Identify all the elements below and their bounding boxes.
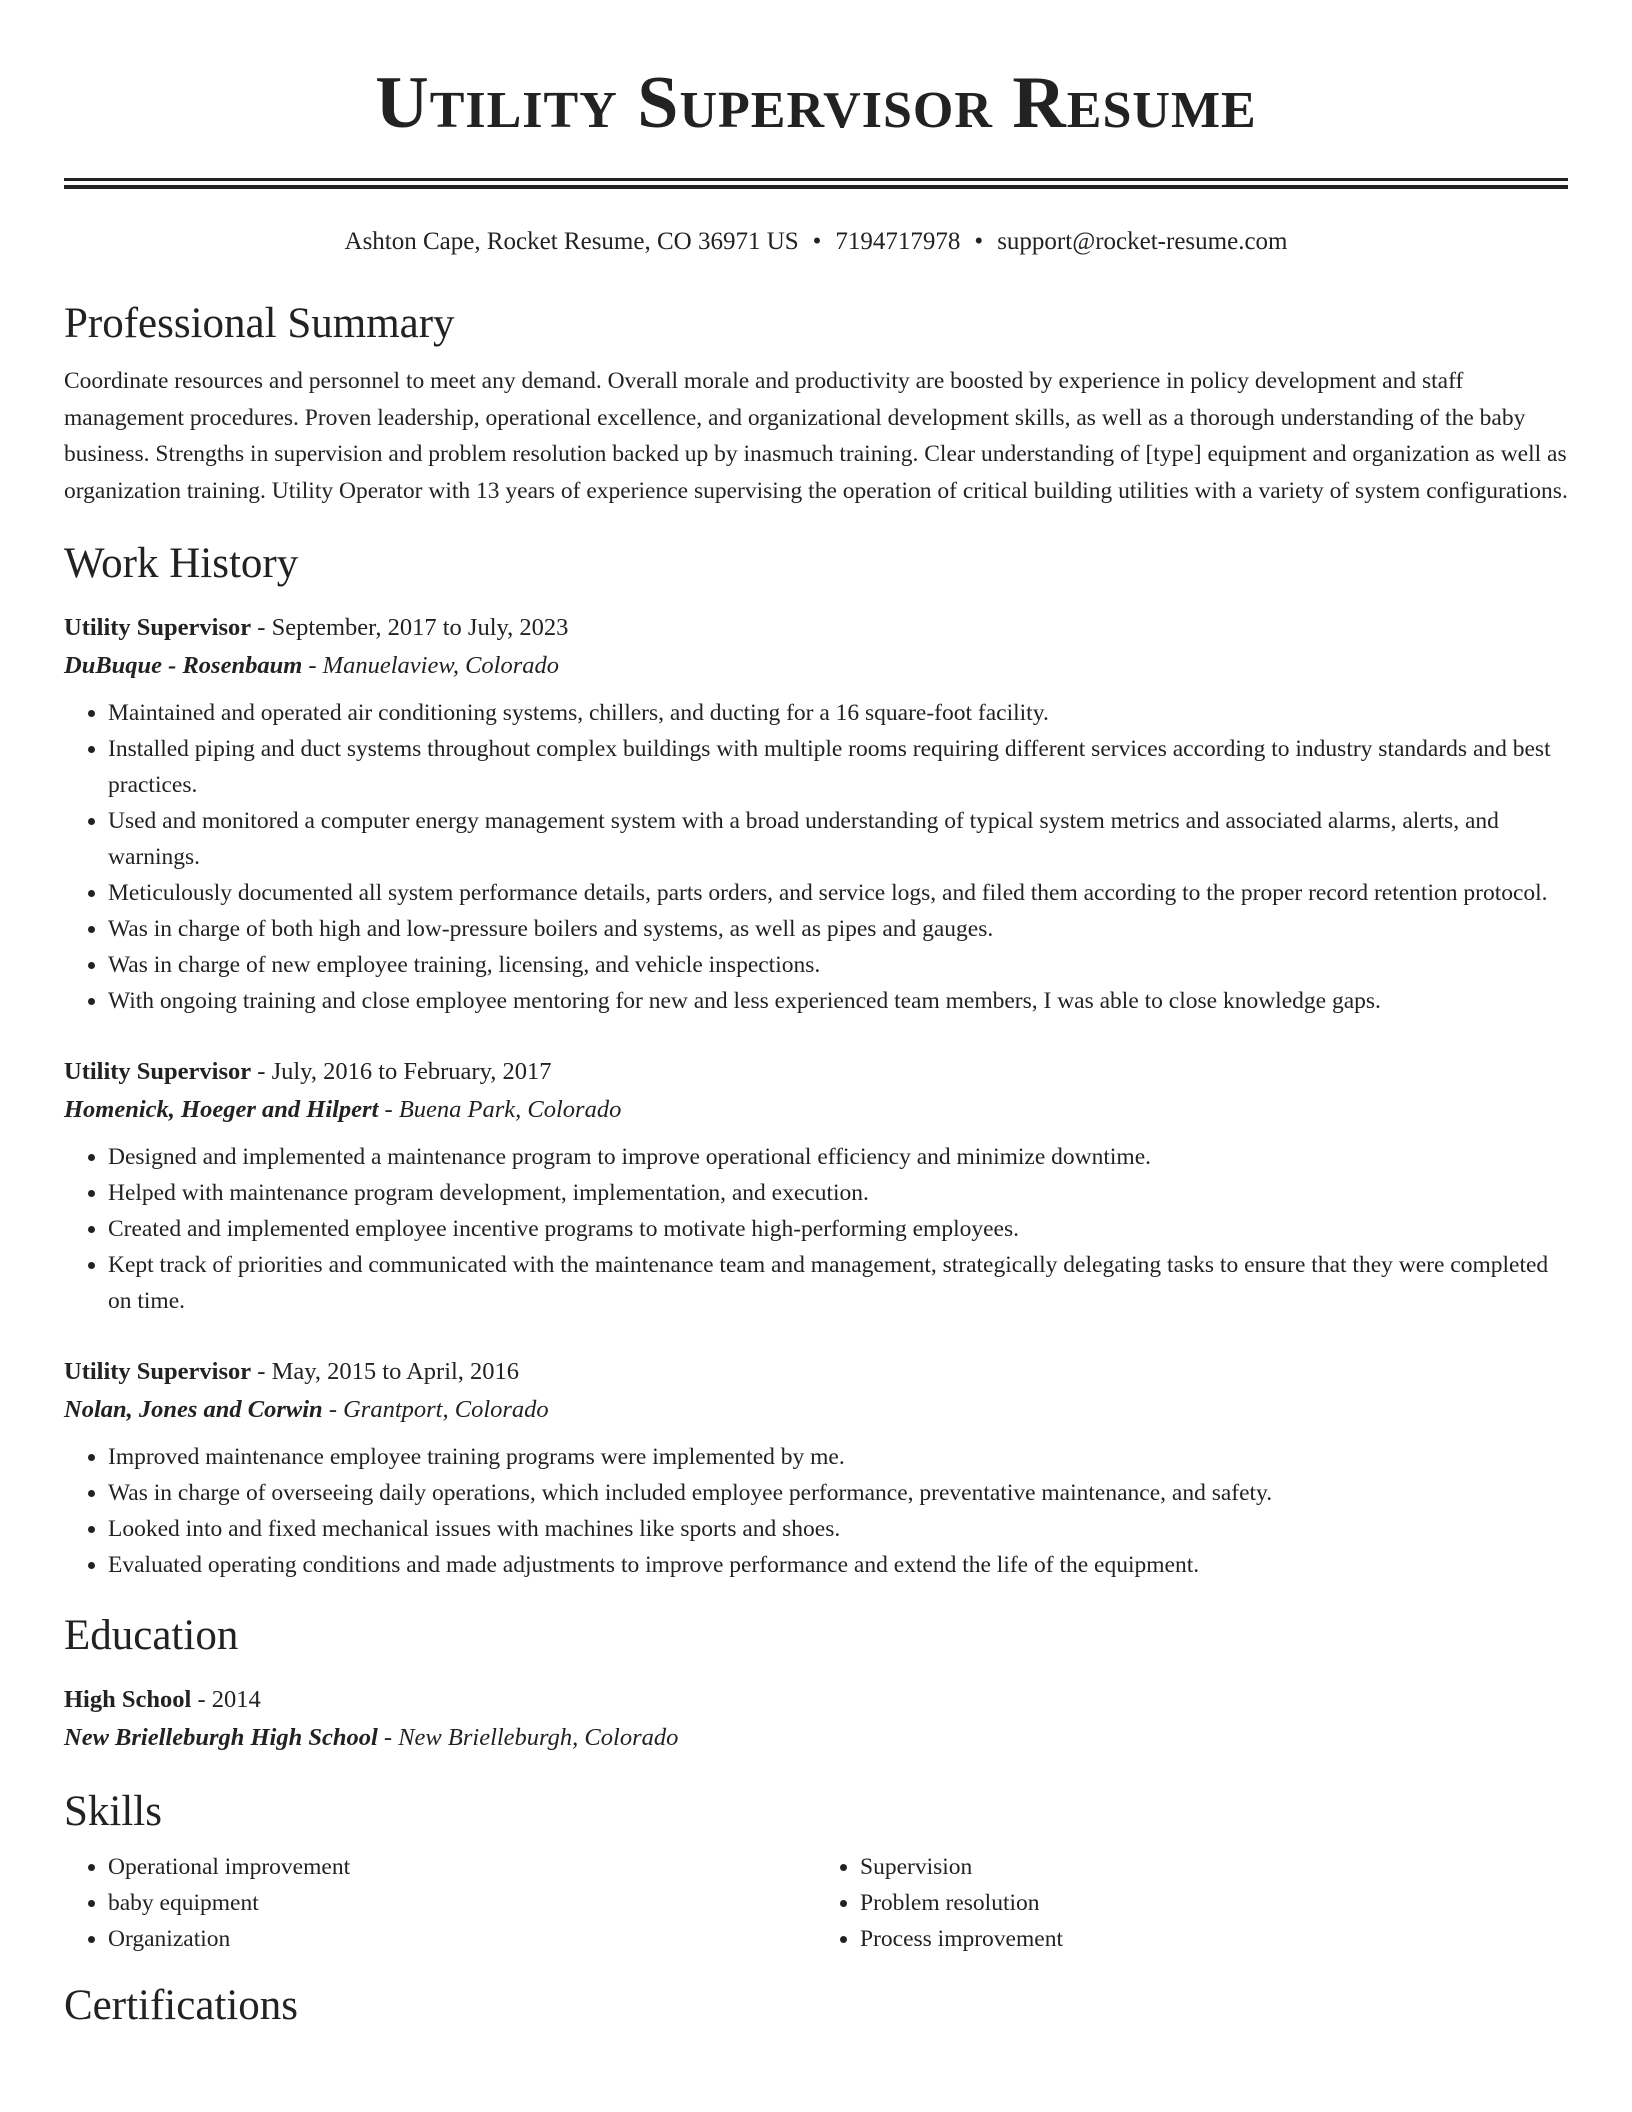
job-bullet: • Helped with maintenance program development, implementation, and execution. [108, 1175, 1568, 1211]
education-school: New Brielleburgh High School [64, 1724, 378, 1751]
education-line-2 [64, 1719, 1568, 1757]
education-year: - 2014 [191, 1686, 261, 1713]
summary-text: Coordinate resources and personnel to meet any demand. Overall morale and productivity are boosted by experience in policy development and staff management procedures. Proven leadership, operational excellence, and organizational development skills, as well as a thorough understanding of the baby business. Strengths in supervision and problem resolution backed up by inasmuch training. Clear understanding of [type] equipment and organization as well as organization training. Utility Operator with 13 years of experience supervising the operation of critical building utilities with a variety of system configurations. [64, 368, 1568, 504]
job-title-line [64, 1353, 1568, 1391]
skills-columns [64, 1849, 1568, 1957]
job-bullets [64, 695, 1568, 1019]
job-location: - Buena Park, Colorado [378, 1096, 622, 1123]
job-bullet: • Used and monitored a computer energy management system with a broad understanding of typical system metrics and associated alarms, alerts, and warnings. [108, 803, 1568, 875]
work-history-heading: Work History [64, 540, 299, 587]
job-dates: - September, 2017 to July, 2023 [251, 614, 569, 641]
job-company-line [64, 1091, 1568, 1129]
contact-line [64, 225, 1568, 259]
skills-right-column [816, 1849, 1568, 1957]
skill-item: • Supervision [860, 1849, 1568, 1885]
job-bullet: • Was in charge of overseeing daily operations, which included employee performance, preventative maintenance, and safety. [108, 1475, 1568, 1511]
skill-item: • baby equipment [108, 1885, 816, 1921]
job-bullet: • Was in charge of both high and low-pressure boilers and systems, as well as pipes and gauges. [108, 911, 1568, 947]
job-bullet: • Kept track of priorities and communicated with the maintenance team and management, strategically delegating tasks to ensure that they were completed on time. [108, 1247, 1568, 1319]
education-line-1 [64, 1681, 1568, 1719]
contact-separator: • [974, 228, 984, 255]
education-entry [64, 1681, 1568, 1757]
job-entry [64, 1053, 1568, 1319]
job-location: - Manuelaview, Colorado [302, 652, 560, 679]
skill-item: • Organization [108, 1921, 816, 1957]
job-title: Utility Supervisor [64, 1358, 252, 1385]
skill-item: • Process improvement [860, 1921, 1568, 1957]
education-degree: High School [64, 1686, 192, 1713]
job-bullet: • Installed piping and duct systems throughout complex buildings with multiple rooms requiring different services according to industry standards and best practices. [108, 731, 1568, 803]
job-entry [64, 1353, 1568, 1583]
education-location: - New Brielleburgh, Colorado [377, 1724, 679, 1751]
job-bullet: • Improved maintenance employee training programs were implemented by me. [108, 1439, 1568, 1475]
job-entry [64, 609, 1568, 1019]
work-history-list [64, 609, 1568, 1583]
skills-left-column [64, 1849, 816, 1957]
job-title-line [64, 609, 1568, 647]
summary-heading: Professional Summary [64, 300, 455, 347]
contact-separator: • [812, 228, 822, 255]
job-title-line [64, 1053, 1568, 1091]
job-bullets [64, 1139, 1568, 1319]
job-bullet: • Created and implemented employee incentive programs to motivate high-performing employees. [108, 1211, 1568, 1247]
skills-heading: Skills [64, 1788, 162, 1835]
job-bullets [64, 1439, 1568, 1583]
certifications-heading: Certifications [64, 1982, 299, 2029]
job-bullet: • Evaluated operating conditions and made adjustments to improve performance and extend the life of the equipment. [108, 1547, 1568, 1583]
job-dates: - July, 2016 to February, 2017 [251, 1058, 552, 1085]
job-company-line [64, 1391, 1568, 1429]
contact-email: support@rocket-resume.com [997, 228, 1288, 255]
job-dates: - May, 2015 to April, 2016 [251, 1358, 520, 1385]
job-company: DuBuque - Rosenbaum [64, 652, 303, 679]
skill-item: • Problem resolution [860, 1885, 1568, 1921]
education-heading: Education [64, 1612, 239, 1659]
skill-item: • Operational improvement [108, 1849, 816, 1885]
job-company: Homenick, Hoeger and Hilpert [64, 1096, 379, 1123]
contact-address: Ashton Cape, Rocket Resume, CO 36971 US [344, 228, 799, 255]
job-bullet: • Designed and implemented a maintenance program to improve operational efficiency and minimize downtime. [108, 1139, 1568, 1175]
job-company: Nolan, Jones and Corwin [64, 1396, 323, 1423]
contact-phone: 7194717978 [835, 228, 961, 255]
job-bullet: • Maintained and operated air conditioning systems, chillers, and ducting for a 16 square-foot facility. [108, 695, 1568, 731]
job-bullet: • Was in charge of new employee training, licensing, and vehicle inspections. [108, 947, 1568, 983]
job-title: Utility Supervisor [64, 1058, 252, 1085]
job-bullet: • With ongoing training and close employee mentoring for new and less experienced team members, I was able to close knowledge gaps. [108, 983, 1568, 1019]
title-double-rule [64, 178, 1568, 189]
job-location: - Grantport, Colorado [322, 1396, 549, 1423]
job-company-line [64, 647, 1568, 685]
resume-title: Utility Supervisor Resume [375, 62, 1257, 144]
job-title: Utility Supervisor [64, 614, 252, 641]
job-bullet: • Meticulously documented all system performance details, parts orders, and service logs, and filed them according to the proper record retention protocol. [108, 875, 1568, 911]
job-bullet: • Looked into and fixed mechanical issues with machines like sports and shoes. [108, 1511, 1568, 1547]
